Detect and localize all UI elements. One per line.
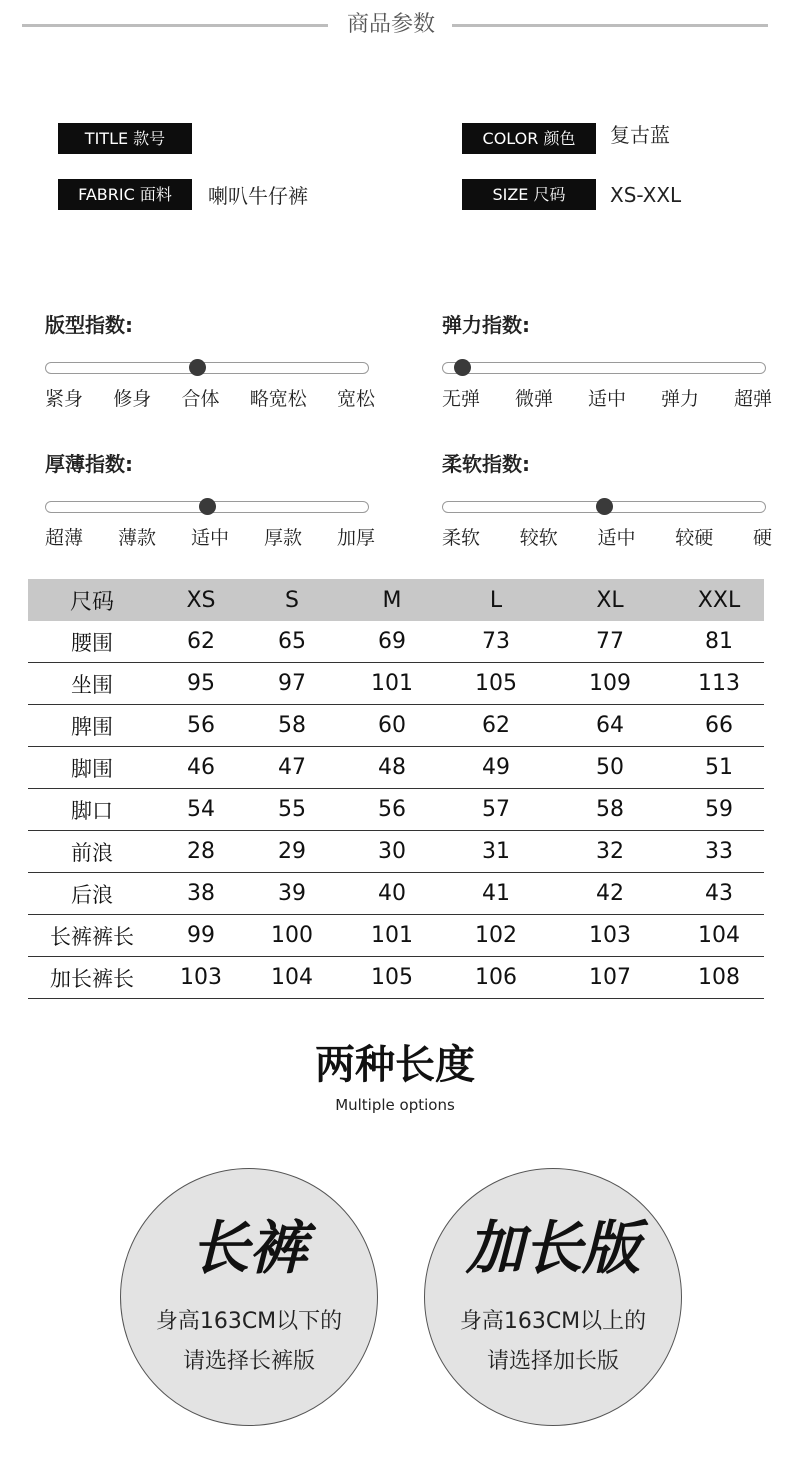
index-option: 宽松 (336, 388, 375, 410)
table-cell: 107 (546, 957, 674, 999)
row-label: 加长裤长 (28, 957, 156, 999)
lengths-subtitle: Multiple options (335, 1096, 455, 1114)
table-row (28, 663, 764, 705)
table-cell: 95 (156, 663, 246, 705)
index-option: 紧身 (45, 388, 84, 410)
index-title: 版型指数: (45, 313, 133, 337)
table-header-cell: 尺码 (28, 579, 156, 621)
table-row (28, 957, 764, 999)
index-options (442, 386, 772, 412)
long-length-option (424, 1168, 682, 1426)
table-cell: 42 (546, 873, 674, 915)
index-options (442, 525, 772, 551)
table-header-cell: XXL (674, 579, 764, 621)
row-label: 长裤裤长 (28, 915, 156, 957)
table-cell: 38 (156, 873, 246, 915)
table-cell: 105 (446, 663, 546, 705)
table-cell: 56 (338, 789, 446, 831)
table-header-row (28, 579, 764, 621)
index-track (442, 362, 766, 374)
table-cell: 66 (674, 705, 764, 747)
index-option: 合体 (181, 388, 220, 410)
table-cell: 81 (674, 621, 764, 663)
color-value: 复古蓝 (610, 123, 670, 147)
title-label: TITLE 款号 (58, 123, 192, 154)
row-label: 脚口 (28, 789, 156, 831)
table-cell: 48 (338, 747, 446, 789)
index-option: 硬 (752, 527, 772, 549)
lengths-title: 两种长度 (315, 1042, 475, 1088)
table-cell: 77 (546, 621, 674, 663)
table-cell: 31 (446, 831, 546, 873)
table-cell: 60 (338, 705, 446, 747)
option-note-line2: 请选择长裤版 (182, 1349, 315, 1374)
index-marker (454, 359, 471, 376)
table-cell: 51 (674, 747, 764, 789)
table-cell: 104 (246, 957, 338, 999)
index-marker (199, 498, 216, 515)
table-cell: 103 (546, 915, 674, 957)
table-cell: 58 (546, 789, 674, 831)
size-value: XS-XXL (610, 183, 682, 207)
table-cell: 101 (338, 915, 446, 957)
table-cell: 104 (674, 915, 764, 957)
fabric-label: FABRIC 面料 (58, 179, 192, 210)
index-option: 无弹 (442, 388, 481, 410)
table-cell: 62 (156, 621, 246, 663)
index-title: 柔软指数: (442, 452, 530, 476)
table-header-cell: L (446, 579, 546, 621)
row-label: 前浪 (28, 831, 156, 873)
option-note-line1: 身高163CM以上的 (459, 1309, 647, 1334)
table-header-cell: XL (546, 579, 674, 621)
index-option: 弹力 (660, 388, 699, 410)
table-cell: 102 (446, 915, 546, 957)
table-cell: 105 (338, 957, 446, 999)
table-cell: 29 (246, 831, 338, 873)
index-option: 修身 (113, 388, 152, 410)
index-title: 厚薄指数: (45, 452, 133, 476)
option-name: 长裤 (190, 1214, 307, 1282)
table-cell: 43 (674, 873, 764, 915)
index-options (45, 525, 375, 551)
row-label: 后浪 (28, 873, 156, 915)
index-option: 适中 (587, 388, 626, 410)
table-cell: 41 (446, 873, 546, 915)
table-cell: 101 (338, 663, 446, 705)
row-label: 脚围 (28, 747, 156, 789)
index-option: 较硬 (675, 527, 714, 549)
section-header (0, 10, 790, 42)
size-label: SIZE 尺码 (462, 179, 596, 210)
table-cell: 46 (156, 747, 246, 789)
index-option: 超薄 (45, 527, 84, 549)
table-cell: 113 (674, 663, 764, 705)
table-header-cell: XS (156, 579, 246, 621)
index-option: 适中 (597, 527, 636, 549)
table-cell: 47 (246, 747, 338, 789)
table-cell: 49 (446, 747, 546, 789)
table-cell: 106 (446, 957, 546, 999)
table-header-cell: S (246, 579, 338, 621)
index-title: 弹力指数: (442, 313, 530, 337)
table-cell: 56 (156, 705, 246, 747)
table-cell: 54 (156, 789, 246, 831)
index-option: 薄款 (117, 527, 156, 549)
index-marker (596, 498, 613, 515)
table-cell: 100 (246, 915, 338, 957)
option-note-line1: 身高163CM以下的 (155, 1309, 343, 1334)
table-row (28, 747, 764, 789)
table-cell: 30 (338, 831, 446, 873)
index-option: 超弹 (733, 388, 772, 410)
table-row (28, 621, 764, 663)
table-cell: 62 (446, 705, 546, 747)
table-cell: 69 (338, 621, 446, 663)
regular-length-option (120, 1168, 378, 1426)
table-cell: 108 (674, 957, 764, 999)
table-row (28, 705, 764, 747)
table-cell: 55 (246, 789, 338, 831)
table-row (28, 915, 764, 957)
index-options (45, 386, 375, 412)
index-option: 加厚 (336, 527, 375, 549)
table-cell: 109 (546, 663, 674, 705)
table-row (28, 789, 764, 831)
header-divider-right (452, 24, 768, 27)
table-cell: 39 (246, 873, 338, 915)
fabric-value: 喇叭牛仔裤 (208, 184, 308, 208)
index-option: 适中 (190, 527, 229, 549)
table-cell: 40 (338, 873, 446, 915)
index-track (45, 362, 369, 374)
table-cell: 32 (546, 831, 674, 873)
row-label: 脾围 (28, 705, 156, 747)
table-header-cell: M (338, 579, 446, 621)
index-option: 微弹 (514, 388, 553, 410)
size-table (28, 579, 764, 999)
index-option: 较软 (519, 527, 558, 549)
table-cell: 57 (446, 789, 546, 831)
table-cell: 59 (674, 789, 764, 831)
table-cell: 103 (156, 957, 246, 999)
section-title: 商品参数 (346, 12, 435, 37)
table-cell: 99 (156, 915, 246, 957)
row-label: 坐围 (28, 663, 156, 705)
table-cell: 73 (446, 621, 546, 663)
row-label: 腰围 (28, 621, 156, 663)
index-marker (189, 359, 206, 376)
option-name: 加长版 (465, 1214, 640, 1282)
index-option: 略宽松 (249, 388, 307, 410)
table-cell: 97 (246, 663, 338, 705)
table-cell: 65 (246, 621, 338, 663)
index-option: 柔软 (442, 527, 481, 549)
table-cell: 28 (156, 831, 246, 873)
table-cell: 64 (546, 705, 674, 747)
table-cell: 33 (674, 831, 764, 873)
table-cell: 50 (546, 747, 674, 789)
table-row (28, 831, 764, 873)
index-option: 厚款 (263, 527, 302, 549)
header-divider-left (22, 24, 328, 27)
table-row (28, 873, 764, 915)
table-cell: 58 (246, 705, 338, 747)
color-label: COLOR 颜色 (462, 123, 596, 154)
option-note-line2: 请选择加长版 (486, 1349, 619, 1374)
